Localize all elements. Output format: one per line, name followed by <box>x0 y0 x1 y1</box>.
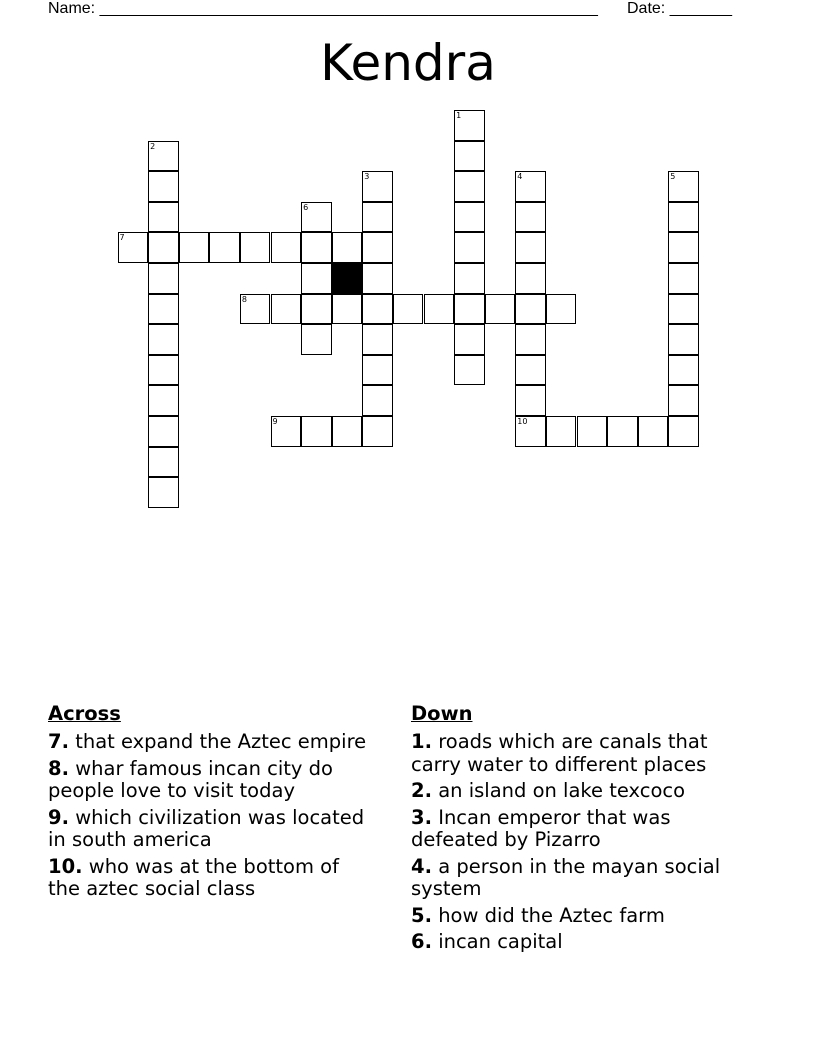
grid-cell[interactable] <box>148 294 179 325</box>
clue-number: 5 <box>670 172 676 182</box>
down-clue <box>411 807 761 852</box>
clue-number: 9 <box>272 417 278 426</box>
clue-number: 6 <box>303 202 309 212</box>
grid-cell[interactable] <box>148 141 179 172</box>
across-clue <box>48 731 368 754</box>
grid-cell[interactable] <box>148 202 179 233</box>
clue-number-label: 6. <box>411 930 432 953</box>
clue-number-label: 7. <box>48 730 69 753</box>
across-clue <box>48 758 368 803</box>
clue-text: how did the Aztec farm <box>438 903 665 927</box>
grid-cell[interactable] <box>148 171 179 202</box>
grid-cell[interactable] <box>454 263 485 294</box>
grid-cell[interactable] <box>638 416 669 447</box>
grid-black-cell <box>332 263 363 294</box>
grid-cell[interactable] <box>362 355 393 386</box>
down-clue <box>411 780 761 803</box>
grid-cell[interactable] <box>515 355 546 386</box>
clue-number-label: 2. <box>411 779 432 802</box>
grid-cell[interactable] <box>668 324 699 355</box>
clue-number-label: 4. <box>411 854 432 878</box>
across-heading: Across <box>48 702 121 725</box>
clue-text: incan capital <box>438 930 563 953</box>
grid-cell[interactable] <box>515 385 546 416</box>
clue-text: roads which are canals that carry water to different places <box>411 730 708 776</box>
grid-cell[interactable] <box>515 232 546 263</box>
grid-cell[interactable] <box>209 232 240 263</box>
grid-cell[interactable] <box>148 355 179 386</box>
grid-cell[interactable] <box>668 416 699 447</box>
grid-cell[interactable] <box>362 416 393 447</box>
grid-cell[interactable] <box>546 294 577 325</box>
grid-cell[interactable] <box>362 294 393 325</box>
down-clue <box>411 856 761 901</box>
grid-cell[interactable] <box>668 232 699 263</box>
grid-cell[interactable] <box>515 263 546 294</box>
clue-number-label: 8. <box>48 756 69 780</box>
grid-cell[interactable] <box>424 294 455 325</box>
grid-cell[interactable] <box>485 294 516 325</box>
grid-cell[interactable] <box>240 294 271 325</box>
clue-number-label: 5. <box>411 903 432 927</box>
down-clues <box>411 702 761 958</box>
grid-cell[interactable] <box>148 232 179 263</box>
grid-cell[interactable] <box>454 110 485 141</box>
grid-cell[interactable] <box>668 202 699 233</box>
down-clue <box>411 931 761 954</box>
grid-cell[interactable] <box>301 324 332 355</box>
grid-cell[interactable] <box>454 324 485 355</box>
grid-cell[interactable] <box>607 416 638 447</box>
grid-cell[interactable] <box>362 171 393 202</box>
grid-cell[interactable] <box>515 416 546 447</box>
grid-cell[interactable] <box>454 202 485 233</box>
grid-cell[interactable] <box>179 232 210 263</box>
grid-cell[interactable] <box>362 232 393 263</box>
down-clue <box>411 731 761 776</box>
clue-number-label: 9. <box>48 805 69 829</box>
grid-cell[interactable] <box>362 324 393 355</box>
clue-number: 4 <box>517 172 523 182</box>
grid-cell[interactable] <box>515 324 546 355</box>
grid-cell[interactable] <box>148 477 179 508</box>
grid-cell[interactable] <box>332 294 363 325</box>
name-field[interactable]: Name: ________________________________________________________ <box>48 0 598 17</box>
clue-text: Incan emperor that was defeated by Pizarro <box>411 805 671 851</box>
across-clues <box>48 702 368 905</box>
clue-number-label: 1. <box>411 730 432 753</box>
grid-cell[interactable] <box>332 416 363 447</box>
clue-text: whar famous incan city do people love to visit today <box>48 756 333 802</box>
grid-cell[interactable] <box>148 385 179 416</box>
grid-cell[interactable] <box>148 416 179 447</box>
grid-cell[interactable] <box>240 232 271 263</box>
grid-cell[interactable] <box>668 171 699 202</box>
clue-text: that expand the Aztec empire <box>75 730 367 753</box>
clue-number-label: 3. <box>411 805 432 829</box>
clue-number: 1 <box>456 111 462 120</box>
grid-cell[interactable] <box>454 294 485 325</box>
grid-cell[interactable] <box>301 232 332 263</box>
clue-number-label: 10. <box>48 854 83 878</box>
grid-cell[interactable] <box>515 171 546 202</box>
grid-cell[interactable] <box>271 416 302 447</box>
clue-number: 7 <box>119 233 125 243</box>
grid-cell[interactable] <box>362 263 393 294</box>
grid-cell[interactable] <box>577 416 608 447</box>
across-clue <box>48 807 368 852</box>
grid-cell[interactable] <box>332 232 363 263</box>
grid-cell[interactable] <box>668 263 699 294</box>
grid-cell[interactable] <box>271 294 302 325</box>
clue-number: 3 <box>364 172 370 182</box>
grid-cell[interactable] <box>301 263 332 294</box>
across-clue <box>48 856 368 901</box>
clue-text: an island on lake texcoco <box>438 779 686 802</box>
grid-cell[interactable] <box>454 232 485 263</box>
down-heading: Down <box>411 702 473 725</box>
clue-text: a person in the mayan social system <box>411 854 721 900</box>
clue-text: which civilization was located in south america <box>48 805 365 851</box>
down-clue <box>411 905 761 928</box>
grid-cell[interactable] <box>515 202 546 233</box>
grid-cell[interactable] <box>271 232 302 263</box>
grid-cell[interactable] <box>668 355 699 386</box>
clue-text: who was at the bottom of the aztec social class <box>48 854 339 900</box>
grid-cell[interactable] <box>454 141 485 172</box>
grid-cell[interactable] <box>118 232 149 263</box>
grid-cell[interactable] <box>668 294 699 325</box>
clue-number: 8 <box>241 294 247 304</box>
grid-cell[interactable] <box>393 294 424 325</box>
grid-cell[interactable] <box>546 416 577 447</box>
grid-cell[interactable] <box>301 294 332 325</box>
grid-cell[interactable] <box>668 385 699 416</box>
grid-cell[interactable] <box>454 171 485 202</box>
grid-cell[interactable] <box>301 416 332 447</box>
grid-cell[interactable] <box>148 324 179 355</box>
date-field[interactable]: Date: _______ <box>627 0 732 17</box>
grid-cell[interactable] <box>148 263 179 294</box>
puzzle-title: Kendra <box>320 34 496 92</box>
grid-cell[interactable] <box>515 294 546 325</box>
grid-cell[interactable] <box>454 355 485 386</box>
clue-number: 2 <box>150 141 156 151</box>
grid-cell[interactable] <box>362 202 393 233</box>
clue-number: 10 <box>517 417 528 426</box>
grid-cell[interactable] <box>148 447 179 478</box>
grid-cell[interactable] <box>301 202 332 233</box>
grid-cell[interactable] <box>362 385 393 416</box>
